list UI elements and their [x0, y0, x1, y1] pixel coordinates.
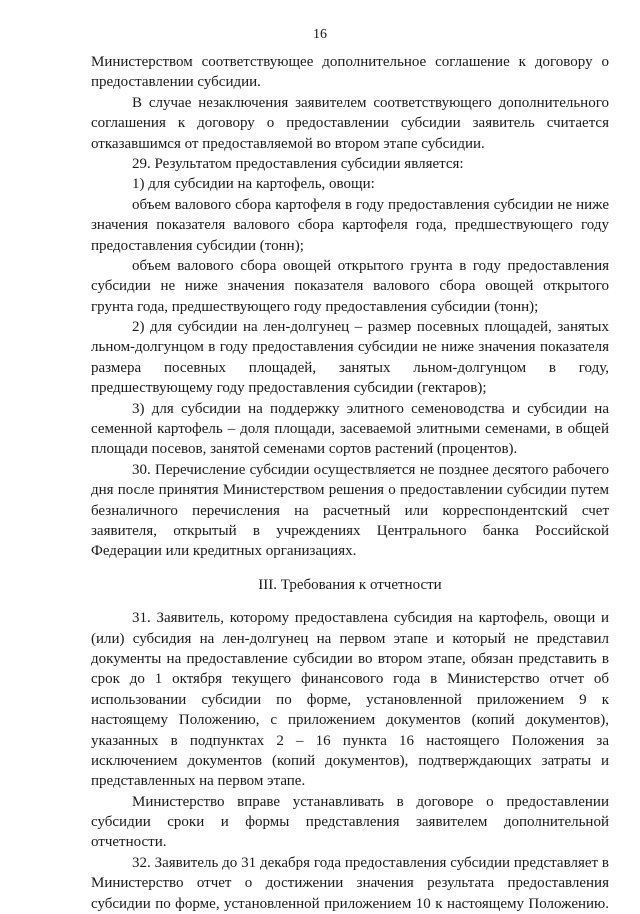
text-line: 32. Заявитель до 31 декабря года предоставления субсидии представляет в: [132, 854, 609, 871]
text-line: Министерством соответствующее дополнительное соглашение к договору о: [91, 54, 609, 70]
text-line: семенной картофель – доля площади, засеваемой элитными семенами, в общей: [91, 421, 609, 438]
text-line: 30. Перечисление субсидии осуществляется не позднее десятого рабочего: [132, 461, 609, 478]
text-line: Министерство вправе устанавливать в договоре о предоставлении: [132, 793, 609, 810]
text-line: представленных на первом этапе.: [91, 773, 306, 790]
section-heading: III. Требования к отчетности: [258, 576, 442, 593]
text-line: площади посевов, занятой семенами сортов растений (процентов).: [91, 441, 518, 458]
text-line: отказавшимся от предоставляемой во втором этапе субсидии.: [91, 135, 485, 152]
text-line: дня после принятия Министерством решения о предоставлении субсидии путем: [91, 482, 609, 499]
text-line: 31. Заявитель, которому предоставлена субсидия на картофель, овощи и: [132, 610, 609, 627]
text-line: 3) для субсидии на поддержку элитного семеноводства и субсидии на: [132, 400, 609, 417]
text-line: субсидии сроки и формы представления заявителем дополнительной: [91, 814, 609, 831]
text-line: субсидии по форме, установленной приложением 10 к настоящему Положению.: [91, 895, 609, 912]
text-line: соглашения к договору о предоставлении субсидии заявитель считается: [91, 115, 609, 132]
text-line: льном-долгунцом в году предоставления субсидии не ниже значения показателя: [91, 339, 609, 356]
text-line: срок до 1 октября текущего финансового года в Министерство отчет об: [91, 671, 609, 688]
text-line: (или) субсидия на лен-долгунец на первом этапе и который не представил: [91, 630, 609, 647]
text-line: предшествующему году предоставления субсидии (гектаров);: [91, 380, 487, 397]
text-line: документы на предоставление субсидии во втором этапе, обязан представить в: [91, 650, 609, 667]
text-line: предоставлении субсидии.: [91, 74, 261, 91]
text-line: 29. Результатом предоставления субсидии является:: [132, 155, 464, 172]
text-line: Федерации или кредитных организациях.: [91, 543, 357, 560]
text-line: объем валового сбора овощей открытого грунта в году предоставления: [132, 257, 609, 274]
text-line: исключением документов (копий документов), подтверждающих затраты и: [91, 752, 609, 769]
text-line: объем валового сбора картофеля в году предоставления субсидии не ниже: [132, 196, 609, 213]
text-line: В случае незаключения заявителем соответствующего дополнительного: [132, 94, 609, 111]
page-number: 16: [313, 27, 327, 42]
text-line: указанных в подпунктах 2 – 16 пункта 16 настоящего Положения за: [91, 732, 609, 749]
text-line: использовании субсидии по форме, установленной приложением 9 к: [91, 691, 609, 708]
text-line: субсидии не ниже значения показателя валового сбора овощей открытого: [91, 278, 609, 295]
text-line: отчетности.: [91, 834, 167, 851]
text-line: 2) для субсидии на лен-долгунец – размер посевных площадей, занятых: [132, 319, 609, 336]
text-line: настоящему Положению, с приложением документов (копий документов),: [91, 712, 609, 729]
text-line: грунта года, предшествующего году предоставления субсидии (тонн);: [91, 298, 539, 315]
text-line: заявителя, открытый в учреждениях Центрального банка Российской: [91, 522, 609, 539]
document-body: [91, 52, 609, 914]
text-line: значения показателя валового сбора картофеля года, предшествующего году: [91, 217, 609, 234]
text-line: 1) для субсидии на картофель, овощи:: [132, 176, 375, 193]
text-line: предоставления субсидии (тонн);: [91, 237, 304, 254]
text-line: размера посевных площадей, занятых льном-долгунцом в году,: [91, 359, 609, 376]
text-line: Министерство отчет о достижении значения результата предоставления: [91, 875, 609, 892]
text-line: безналичного перечисления на расчетный или корреспондентский счет: [91, 502, 609, 519]
